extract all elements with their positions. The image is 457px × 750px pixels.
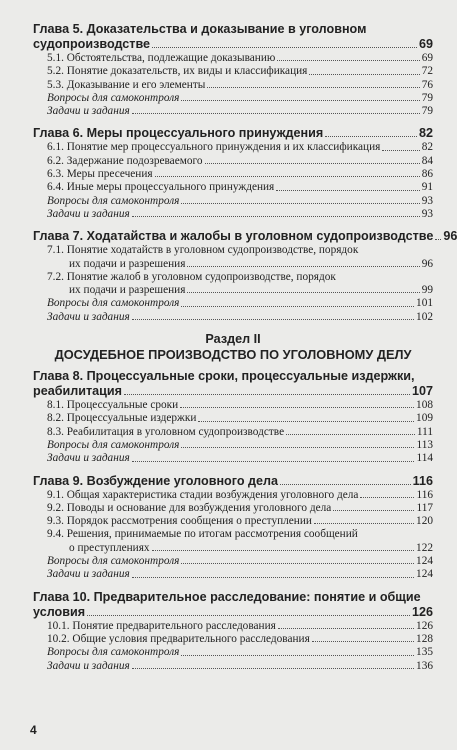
entry-page-number: 96 <box>421 257 433 270</box>
toc-section-entry <box>47 502 433 515</box>
toc-section-entry <box>47 155 433 168</box>
chapter-page-number: 82 <box>418 126 433 141</box>
dot-leader <box>181 100 419 101</box>
chapter-title-row <box>33 474 433 489</box>
dot-leader <box>132 668 414 669</box>
entry-text-line: их подачи и разрешения <box>69 284 186 297</box>
entry-text-line: 9.2. Поводы и основание для возбуждения уголовного дела <box>47 501 332 514</box>
dot-leader <box>124 394 410 395</box>
dot-leader <box>181 306 414 307</box>
chapter-entries <box>33 620 433 673</box>
entry-row <box>47 646 433 659</box>
entry-text-line: 5.1. Обстоятельства, подлежащие доказыванию <box>47 52 276 64</box>
entry-page-number: 116 <box>416 488 433 501</box>
entry-row <box>47 660 433 673</box>
entry-text-line: Задачи и задания <box>47 659 130 672</box>
entry-page-number: 76 <box>421 78 433 91</box>
entry-page-number: 84 <box>421 154 433 167</box>
toc-chapter <box>33 590 433 673</box>
dot-leader <box>181 655 414 656</box>
entry-page-number: 113 <box>416 438 433 451</box>
entry-row <box>47 195 433 208</box>
chapter-title-line: Глава 5. Доказательства и доказывание в уголовном <box>33 22 367 36</box>
dot-leader <box>87 615 410 616</box>
entry-text-line: 7.1. Понятие ходатайств в уголовном судопроизводстве, порядок <box>47 244 359 257</box>
entry-page-number: 108 <box>416 399 433 412</box>
entry-row <box>47 515 433 528</box>
section-title: ДОСУДЕБНОЕ ПРОИЗВОДСТВО ПО УГОЛОВНОМУ ДЕЛУ <box>54 347 412 363</box>
chapter-title-line: Глава 9. Возбуждение уголовного дела <box>33 473 279 488</box>
chapter-title-line: Глава 6. Меры процессуального принуждения <box>33 126 324 141</box>
dot-leader <box>198 421 414 422</box>
toc-section-entry <box>47 426 433 439</box>
entry-row <box>47 311 433 324</box>
entry-page-number: 93 <box>421 194 433 207</box>
chapter-title-row <box>33 37 433 52</box>
entry-text-line: Вопросы для самоконтроля <box>47 194 180 207</box>
dot-leader <box>207 87 419 88</box>
toc-section-entry <box>47 65 433 78</box>
entry-text-line: 10.1. Понятие предварительного расследования <box>47 619 276 632</box>
entry-text-line: 9.3. Порядок рассмотрения сообщения о преступлении <box>47 515 312 528</box>
entry-text-line: 5.2. Понятие доказательств, их виды и классификация <box>47 65 308 78</box>
entry-page-number: 72 <box>421 65 433 78</box>
entry-text-line: 5.3. Доказывание и его элементы <box>47 78 206 91</box>
entry-page-number: 69 <box>421 52 433 64</box>
dot-leader <box>132 319 414 320</box>
chapter-title-line: Глава 7. Ходатайства и жалобы в уголовном судопроизводстве <box>33 229 434 244</box>
chapter-entries <box>33 399 433 465</box>
entry-page-number: 99 <box>421 284 433 297</box>
entry-text-line: 7.2. Понятие жалоб в уголовном судопроизводстве, порядок <box>47 270 336 283</box>
entry-row <box>47 620 433 633</box>
entry-text-line: 6.1. Понятие мер процессуального принуждения и их классификация <box>47 141 381 154</box>
toc-section-entry <box>47 633 433 646</box>
dot-leader <box>152 550 415 551</box>
dot-leader <box>181 447 414 448</box>
page-number: 4 <box>30 723 37 737</box>
chapter-title-line: условия <box>33 604 86 619</box>
toc-section-entry <box>47 620 433 633</box>
toc-section-entry <box>47 399 433 412</box>
dot-leader <box>132 461 415 462</box>
toc-section-entry <box>47 181 433 194</box>
entry-page-number: 111 <box>416 425 433 438</box>
entry-text-line: 9.1. Общая характеристика стадии возбуждения уголовного дела <box>47 488 359 501</box>
entry-text-line: Задачи и задания <box>47 207 130 220</box>
entry-text-line: 6.2. Задержание подозреваемого <box>47 154 203 167</box>
entry-text-line: 9.4. Решения, принимаемые по итогам рассмотрения сообщений <box>47 528 358 541</box>
entry-row <box>47 542 433 555</box>
chapter-page-number: 69 <box>418 37 433 51</box>
dot-leader <box>205 163 420 164</box>
toc-section-entry <box>47 244 433 271</box>
entry-text-line: Вопросы для самоконтроля <box>47 646 180 659</box>
toc-exercise-entry <box>47 555 433 568</box>
entry-page-number: 109 <box>416 412 433 425</box>
entry-page-number: 79 <box>421 105 433 118</box>
entry-text-line: 10.2. Общие условия предварительного расследования <box>47 632 310 645</box>
entry-row <box>47 208 433 221</box>
entry-page-number: 135 <box>416 646 433 659</box>
toc-chapter <box>33 229 457 324</box>
entry-page-number: 102 <box>416 310 433 323</box>
entry-text-line: Задачи и задания <box>47 568 130 581</box>
entry-text-line: Вопросы для самоконтроля <box>47 91 180 104</box>
dot-leader <box>435 239 441 240</box>
toc-chapter <box>33 126 433 221</box>
dot-leader <box>132 216 420 217</box>
entry-page-number: 124 <box>416 568 433 581</box>
chapter-entries <box>33 244 433 324</box>
entry-row <box>47 568 433 581</box>
toc-exercise-entry <box>47 195 433 208</box>
entry-row <box>47 79 433 92</box>
dot-leader <box>280 484 411 485</box>
entry-row <box>47 399 433 412</box>
dot-leader <box>312 641 414 642</box>
toc-section-entry <box>47 79 433 92</box>
entry-page-number: 86 <box>421 168 433 181</box>
chapter-title-line: Глава 10. Предварительное расследование: понятие и общие <box>33 589 421 604</box>
chapter-title-row <box>33 229 457 244</box>
dot-leader <box>333 510 414 511</box>
entry-page-number: 128 <box>416 632 433 645</box>
toc-section-entry <box>47 489 433 502</box>
toc-section-entry <box>47 141 433 154</box>
chapter-entries <box>33 489 433 582</box>
entry-page-number: 122 <box>416 541 433 554</box>
entry-row <box>47 502 433 515</box>
chapter-page-number: 126 <box>411 604 433 619</box>
toc-exercise-entry <box>47 311 433 324</box>
entry-text-line: их подачи и разрешения <box>69 257 186 270</box>
entry-row <box>47 426 433 439</box>
entry-text-line: 8.3. Реабилитация в уголовном судопроизводстве <box>47 425 285 438</box>
chapter-page-number: 107 <box>411 384 433 399</box>
chapter-title-line: Глава 8. Процессуальные сроки, процессуальные издержки, <box>33 369 415 384</box>
entry-text-line: 8.2. Процессуальные издержки <box>47 412 197 425</box>
toc-part-2 <box>33 369 433 673</box>
toc-exercise-entry <box>47 297 433 310</box>
dot-leader <box>277 60 419 61</box>
dot-leader <box>181 203 419 204</box>
toc-exercise-entry <box>47 646 433 659</box>
entry-page-number: 101 <box>416 297 433 310</box>
entry-text-line: Задачи и задания <box>47 452 130 465</box>
entry-page-number: 136 <box>416 659 433 672</box>
entry-text-line: Вопросы для самоконтроля <box>47 438 180 451</box>
toc-exercise-entry <box>47 452 433 465</box>
entry-row <box>47 452 433 465</box>
entry-row <box>47 284 433 297</box>
entry-text-line: 6.4. Иные меры процессуального принуждения <box>47 181 275 194</box>
chapter-title-row <box>33 384 433 399</box>
entry-page-number: 126 <box>416 619 433 632</box>
entry-page-number: 91 <box>421 181 433 194</box>
entry-text-line: Задачи и задания <box>47 105 130 118</box>
section-label: Раздел II <box>205 332 261 347</box>
toc-chapter <box>33 369 433 465</box>
entry-page-number: 117 <box>416 501 433 514</box>
toc-exercise-entry <box>47 92 433 105</box>
chapter-page-number: 116 <box>412 473 433 488</box>
dot-leader <box>187 292 419 293</box>
entry-text-line: Вопросы для самоконтроля <box>47 297 180 310</box>
entry-page-number: 93 <box>421 207 433 220</box>
dot-leader <box>314 523 414 524</box>
entry-row <box>47 141 433 154</box>
toc-chapter <box>33 474 433 582</box>
toc-exercise-entry <box>47 568 433 581</box>
entry-row <box>47 168 433 181</box>
chapter-page-number: 96 <box>443 229 457 244</box>
dot-leader <box>309 74 419 75</box>
dot-leader <box>325 136 417 137</box>
chapter-title-row <box>33 126 433 141</box>
toc-exercise-entry <box>47 660 433 673</box>
entry-text-line: Вопросы для самоконтроля <box>47 555 180 568</box>
toc-section-entry <box>47 515 433 528</box>
table-of-contents <box>33 22 457 681</box>
dot-leader <box>132 577 414 578</box>
chapter-entries <box>33 141 433 221</box>
section-heading <box>33 332 433 363</box>
toc-section-entry <box>47 168 433 181</box>
entry-row <box>47 258 433 271</box>
toc-chapter <box>33 22 433 118</box>
dot-leader <box>155 176 420 177</box>
entry-row <box>47 439 433 452</box>
entry-row <box>47 181 433 194</box>
entry-row <box>47 105 433 118</box>
entry-page-number: 82 <box>421 141 433 154</box>
dot-leader <box>382 150 419 151</box>
chapter-title-row <box>33 605 433 620</box>
entry-text-line: Задачи и задания <box>47 310 130 323</box>
toc-section-entry <box>47 528 433 555</box>
toc-section-entry <box>47 412 433 425</box>
entry-row <box>47 555 433 568</box>
entry-row <box>47 633 433 646</box>
entry-page-number: 114 <box>416 452 433 465</box>
dot-leader <box>132 113 420 114</box>
entry-row <box>47 155 433 168</box>
entry-row <box>47 412 433 425</box>
dot-leader <box>286 434 415 435</box>
entry-text-line: 6.3. Меры пресечения <box>47 168 153 181</box>
toc-exercise-entry <box>47 105 433 118</box>
dot-leader <box>360 497 414 498</box>
entry-page-number: 124 <box>416 555 433 568</box>
dot-leader <box>278 628 414 629</box>
dot-leader <box>152 47 417 48</box>
chapter-entries <box>33 52 433 118</box>
dot-leader <box>276 190 419 191</box>
toc-section-entry <box>47 52 433 65</box>
entry-text-line: 8.1. Процессуальные сроки <box>47 399 179 412</box>
entry-row <box>47 489 433 502</box>
entry-row <box>47 92 433 105</box>
chapter-title-line: реабилитация <box>33 384 122 399</box>
toc-exercise-entry <box>47 439 433 452</box>
toc-part-1 <box>33 22 457 324</box>
entry-row <box>47 297 433 310</box>
toc-exercise-entry <box>47 208 433 221</box>
dot-leader <box>180 407 414 408</box>
entry-page-number: 120 <box>416 515 433 528</box>
dot-leader <box>187 266 419 267</box>
entry-page-number: 79 <box>421 91 433 104</box>
entry-row <box>47 65 433 78</box>
entry-row <box>47 52 433 65</box>
entry-text-line: о преступлениях <box>69 541 150 554</box>
chapter-title-line: судопроизводстве <box>33 37 151 51</box>
toc-section-entry <box>47 271 433 298</box>
dot-leader <box>181 563 414 564</box>
